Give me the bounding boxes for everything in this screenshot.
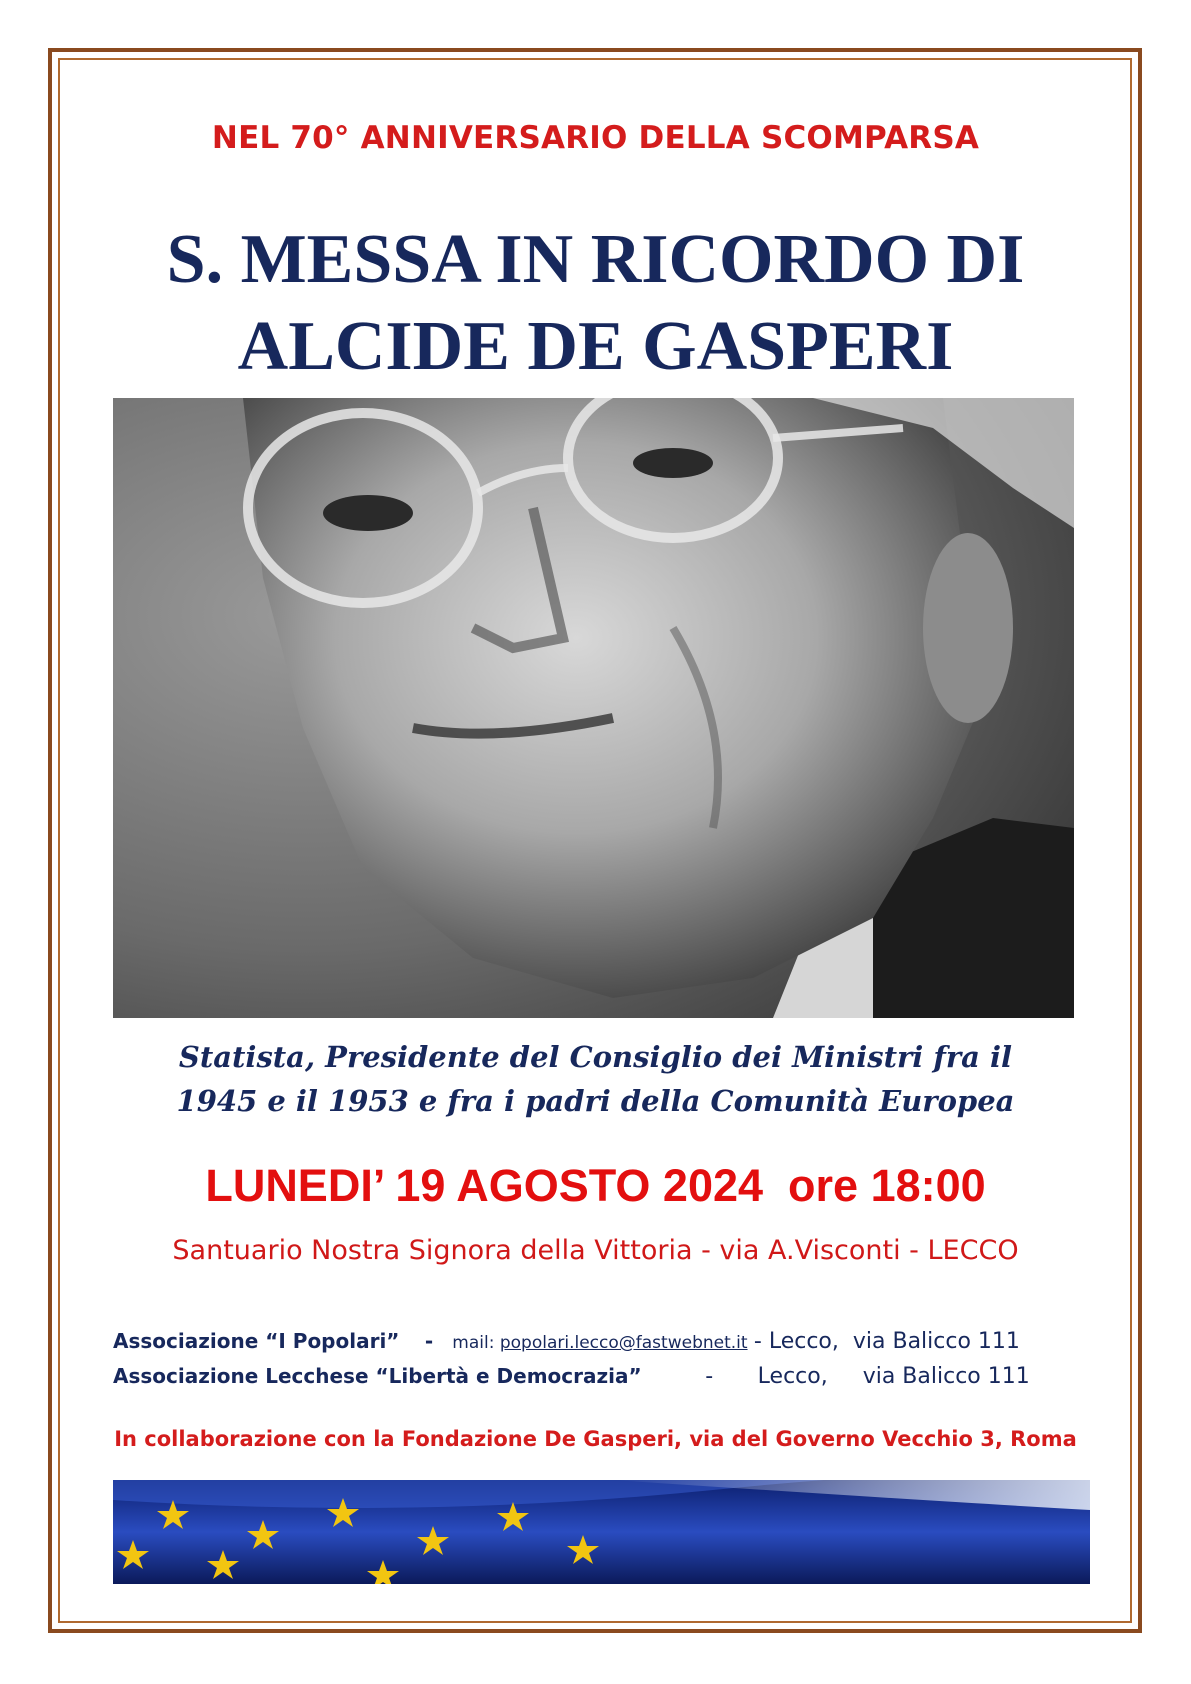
association-address: - Lecco, via Balicco 111 [753,1329,1020,1354]
title-line-2: ALCIDE DE GASPERI [237,308,954,385]
collaboration-note: In collaborazione con la Fondazione De Gasperi, via del Governo Vecchio 3, Roma [114,1427,1077,1451]
email-link[interactable]: popolari.lecco@fastwebnet.it [499,1333,748,1353]
caption-line-1: Statista, Presidente del Consiglio dei Ministri fra il [178,1040,1013,1074]
association-separator: - [424,1329,434,1353]
association-name: Associazione Lecchese “Libertà e Democrazia” [113,1364,642,1388]
association-address: Lecco, via Balicco 111 [757,1364,1030,1389]
anniversary-heading: NEL 70° ANNIVERSARIO DELLA SCOMPARSA [211,120,980,156]
portrait-photo [113,398,1074,1018]
eu-flag-banner [113,1480,1090,1584]
caption-line-2: 1945 e il 1953 e fra i padri della Comunità Europea [176,1084,1015,1118]
association-separator: - [705,1364,714,1389]
association-liberta [113,1364,1030,1389]
association-name: Associazione “I Popolari” [113,1329,400,1353]
event-date: LUNEDI’ 19 AGOSTO 2024 ore 18:00 [205,1160,986,1211]
association-popolari [113,1329,1020,1354]
event-venue: Santuario Nostra Signora della Vittoria - via A.Visconti - LECCO [172,1235,1019,1266]
caption [0,1035,1191,1123]
mail-label: mail: [452,1333,495,1353]
title-line-1: S. MESSA IN RICORDO DI [166,221,1025,298]
